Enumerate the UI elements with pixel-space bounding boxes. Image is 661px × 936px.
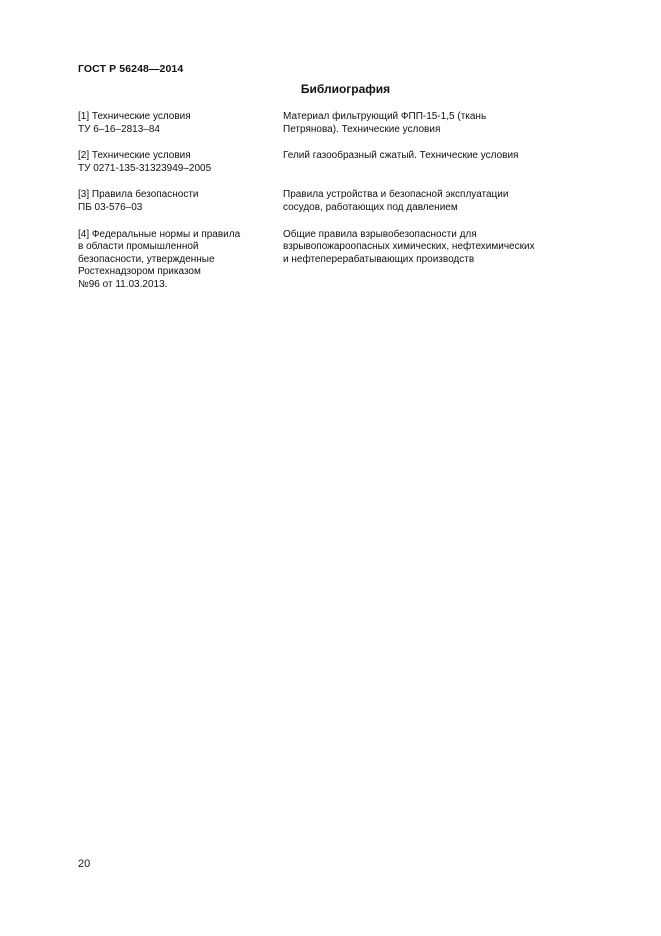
entry-source <box>78 111 283 136</box>
entry-source-line: ТУ 0271-135-31323949–2005 <box>78 162 212 174</box>
entry-source-line: безопасности, утвержденные <box>78 253 215 265</box>
entry-source-line: Ростехнадзором приказом <box>78 266 201 278</box>
entry-source-line: [4] Федеральные нормы и правила <box>78 228 241 240</box>
bibliography-entry-2 <box>78 150 598 175</box>
entry-source-line: в области промышленной <box>78 241 199 253</box>
entry-source <box>78 189 283 214</box>
entry-source-line: [3] Правила безопасности <box>78 189 199 201</box>
bibliography-entry-1 <box>78 111 598 136</box>
bibliography-entry-3 <box>78 189 598 214</box>
page-number: 20 <box>78 858 91 870</box>
document-header-standard: ГОСТ Р 56248—2014 <box>78 63 184 75</box>
entry-source-line: ТУ 6–16–2813–84 <box>78 123 160 135</box>
entry-source-line: [2] Технические условия <box>78 150 191 162</box>
bibliography-list <box>78 111 598 292</box>
entry-description-line: Петрянова). Технические условия <box>283 123 441 135</box>
entry-description <box>283 150 598 175</box>
bibliography-entry-4 <box>78 229 598 292</box>
entry-description-line: взрывопожароопасных химических, нефтехимических <box>283 241 535 253</box>
entry-source <box>78 229 283 292</box>
entry-description-line: Гелий газообразный сжатый. Технические условия <box>283 150 519 162</box>
section-title: Библиография <box>300 82 391 96</box>
entry-description-line: Общие правила взрывобезопасности для <box>283 228 477 240</box>
entry-description-line: сосудов, работающих под давлением <box>283 201 458 213</box>
entry-description <box>283 229 598 292</box>
entry-description-line: Материал фильтрующий ФПП-15-1,5 (ткань <box>283 111 487 122</box>
entry-description-line: и нефтеперерабатывающих производств <box>283 253 475 265</box>
entry-source-line: №96 от 11.03.2013. <box>78 278 168 290</box>
entry-description <box>283 189 598 214</box>
entry-description <box>283 111 598 136</box>
entry-source-line: [1] Технические условия <box>78 111 191 122</box>
entry-description-line: Правила устройства и безопасной эксплуатации <box>283 189 509 201</box>
entry-source-line: ПБ 03-576–03 <box>78 201 143 213</box>
entry-source <box>78 150 283 175</box>
